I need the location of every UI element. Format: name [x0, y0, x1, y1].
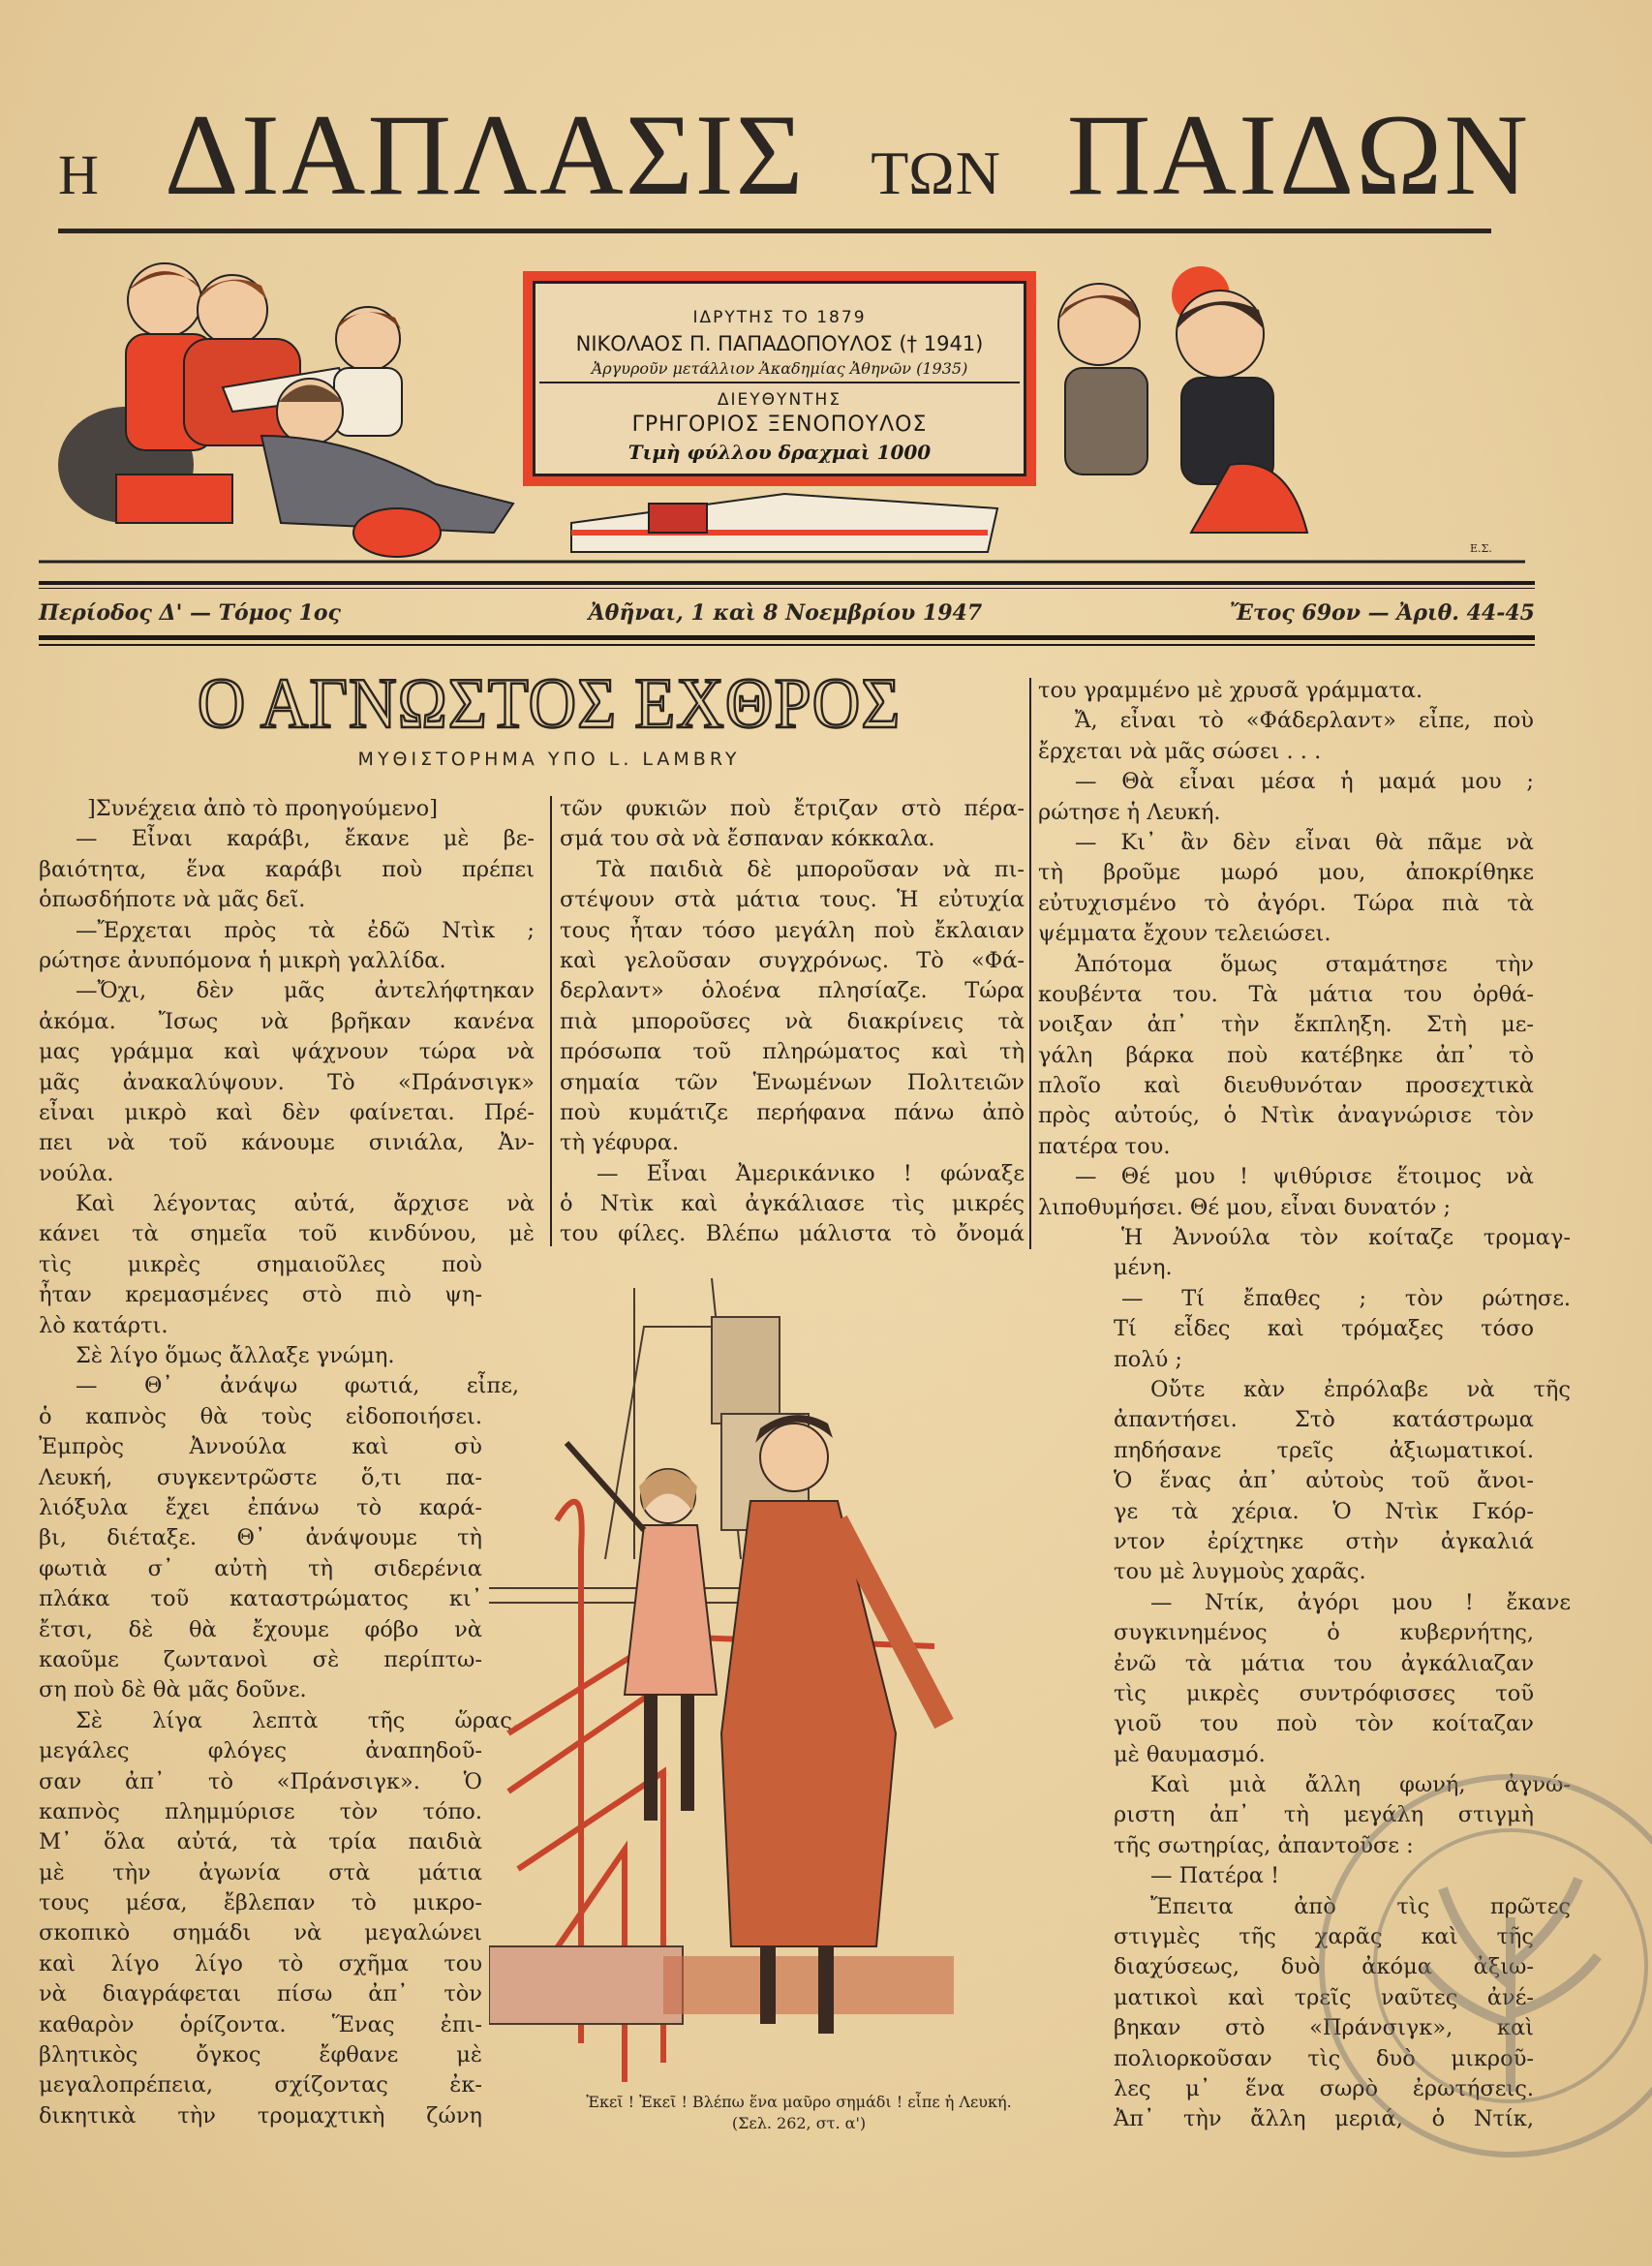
text-line: λὸ κατάρτι.	[39, 1312, 168, 1338]
illustrator-initials: Ε.Σ.	[1470, 542, 1492, 555]
text-line: καοῦμε ζωντανοὶ σὲ περίπτω-	[39, 1646, 482, 1672]
text-line: ντον ἐρίχτηκε στὴν ἀγκαλιά	[1114, 1528, 1534, 1554]
article-column-3	[1038, 676, 1571, 2135]
text-line: ἐνῶ τὰ μάτια του ἀγκάλιαζαν	[1114, 1650, 1534, 1676]
masthead-diaplasis: ΔΙΑΠΛΑΣΙΣ	[164, 90, 806, 219]
text-line: ὁ καπνὸς θὰ τοὺς εἰδοποιήσει.	[39, 1403, 482, 1429]
text-line: καπνὸς πλημμύρισε τὸν τόπο.	[39, 1798, 482, 1824]
masthead-paidon: ΠΑΙΔΩΝ	[1066, 90, 1530, 219]
text-line: του γραμμένο μὲ χρυσᾶ γράμματα.	[1038, 678, 1423, 703]
text-line: λιποθυμήσει. Θέ μου, εἶναι δυνατόν ;	[1038, 1194, 1452, 1220]
text-line: καὶ λίγο λίγο τὸ σχῆμα του	[39, 1950, 482, 1976]
text-line: Ἀπ᾽ τὴν ἄλλη μεριά, ὁ Ντίκ,	[1114, 2106, 1534, 2132]
text-line: ὁπωσδήποτε νὰ μᾶς δεῖ.	[39, 887, 306, 913]
text-line: Τί εἶδες καὶ τρόμαξες τόσο	[1114, 1316, 1534, 1342]
text-line: ἔτσι, δὲ θὰ ἔχουμε φόβο νὰ	[39, 1616, 482, 1642]
text-line: τους μέσα, ἔβλεπαν τὸ μικρο-	[39, 1890, 482, 1916]
text-line: νοιξαν ἀπ᾽ τὴν ἔκπληξη. Στὴ με-	[1038, 1012, 1534, 1038]
text-line: ἦταν κρεμασμένες στὸ πιὸ ψη-	[39, 1282, 482, 1308]
text-line: εἶναι μικρὸ καὶ δὲν φαίνεται. Πρέ-	[39, 1099, 535, 1125]
text-line: — Θὰ εἶναι μέσα ἡ μαμά μου ;	[1075, 769, 1534, 795]
text-line: πηδήσανε τρεῖς ἀξιωματικοί.	[1114, 1437, 1534, 1463]
text-line: λες μ᾽ ἕνα σωρὸ ἐρωτήσεις.	[1114, 2075, 1534, 2101]
text-line: Ἀπότομα ὅμως σταμάτησε τὴν	[1075, 951, 1534, 977]
column-divider-2	[1029, 678, 1031, 1249]
text-line: πλοῖο καὶ διευθυνόταν προσεχτικὰ	[1038, 1073, 1534, 1099]
text-line: στιγμὲς τῆς χαρᾶς καὶ τῆς	[1114, 1924, 1534, 1950]
text-line: βαιότητα, ἕνα καράβι ποὺ πρέπει	[39, 856, 535, 882]
text-line: ἔρχεται νὰ μᾶς σώσει . . .	[1038, 738, 1322, 764]
text-line: — Κι᾽ ἂν δὲν εἶναι θὰ πᾶμε νὰ	[1075, 829, 1534, 855]
text-line: Λευκή, συγκεντρῶστε ὅ,τι πα-	[39, 1464, 482, 1490]
text-line: τὶς μικρὲς συντρόφισσες τοῦ	[1114, 1680, 1534, 1706]
bottom-thin-rule	[39, 644, 1535, 646]
issue-date: Ἀθῆναι, 1 καὶ 8 Νοεμβρίου 1947	[588, 600, 983, 626]
text-line: φωτιὰ σ᾽ αὐτὴ τὴ σιδερένια	[39, 1555, 482, 1581]
text-line: μένη.	[1114, 1255, 1173, 1281]
founder-name: ΝΙΚΟΛΑΟΣ Π. ΠΑΠΑΔΟΠΟΥΛΟΣ († 1941)	[575, 332, 984, 355]
illustration-caption	[489, 2092, 1109, 2134]
text-line: διαχύσεως, δυὸ ἀκόμα ἀξιω-	[1114, 1954, 1534, 1980]
text-line: Καὶ μιὰ ἄλλη φωνή, ἀγνώ-	[1150, 1772, 1571, 1798]
caption-page-ref: (Σελ. 262, στ. α')	[731, 2114, 867, 2132]
text-line: Ἔπειτα ἀπὸ τὶς πρῶτες	[1150, 1893, 1571, 1919]
text-line: ρώτησε ἀνυπόμονα ἡ μικρὴ γαλλίδα.	[39, 947, 446, 973]
text-line: του φίλες. Βλέπω μάλιστα τὸ ὄνομά	[560, 1221, 1025, 1247]
text-line: μὲ θαυμασμό.	[1114, 1741, 1266, 1767]
text-line: Καὶ λέγοντας αὐτά, ἄρχισε νὰ	[76, 1191, 535, 1217]
text-line: ἀπαντήσει. Στὸ κατάστρωμα	[1114, 1407, 1534, 1433]
text-line: Ὁ ἕνας ἀπ᾽ αὐτοὺς τοῦ ἄνοι-	[1114, 1468, 1534, 1494]
director-label: ΔΙΕΥΘΥΝΤΗΣ	[717, 390, 842, 410]
ship-deck-illustration	[489, 1269, 1109, 2092]
bottom-double-rule	[39, 635, 1535, 640]
text-line: πιὰ μποροῦσες νὰ διακρίνεις τὰ	[560, 1008, 1025, 1034]
text-line: ριστη ἀπ᾽ τὴ μεγάλη στιγμὴ	[1114, 1802, 1534, 1828]
text-line: τους ἦταν τόσο μεγάλη ποὺ ἔκλαιαν	[560, 917, 1025, 943]
girl-figure-icon	[566, 1443, 717, 1821]
text-line: μὲ τὴν ἀγωνία στὰ μάτια	[39, 1859, 482, 1885]
dateline	[39, 597, 1535, 629]
story-title: Ο ΑΓΝΩΣΤΟΣ ΕΧΘΡΟΣ	[197, 664, 902, 744]
founder-label: ΙΔΡΥΤΗΣ ΤΟ 1879	[692, 308, 867, 327]
text-line: τὴ βροῦμε μωρό μου, ἀποκρίθηκε	[1038, 860, 1534, 886]
text-line: — Τί ἔπαθες ; τὸν ρώτησε.	[1121, 1285, 1571, 1311]
deck-plate-icon	[489, 1946, 683, 2024]
text-line: νούλα.	[39, 1160, 114, 1186]
text-line: καὶ γελοῦσαν συγχρόνως. Τὸ «Φά-	[560, 947, 1025, 973]
text-line: λιόξυλα ἔχει ἐπάνω τὸ καρά-	[39, 1494, 482, 1520]
text-line: — Ντίκ, ἀγόρι μου ! ἔκανε	[1150, 1589, 1571, 1615]
text-line: Σὲ λίγα λεπτὰ τῆς ὥρας,	[76, 1707, 519, 1733]
masthead-info-box	[523, 271, 1036, 486]
text-line: —Ὄχι, δὲν μᾶς ἀντελήφτηκαν	[76, 978, 535, 1004]
caption-quote: Ἐκεῖ ! Ἐκεῖ ! Βλέπω ἕνα μαῦρο σημάδι ! εἶπε ἡ Λευκή.	[586, 2093, 1012, 2111]
text-line: Μ᾽ ὅλα αὐτά, τὰ τρία παιδιὰ	[39, 1829, 482, 1855]
text-line: μεγάλες φλόγες ἀναπηδοῦ-	[39, 1738, 482, 1764]
text-line: — Εἶναι καράβι, ἔκανε μὲ βε-	[76, 826, 535, 852]
text-line: μεγαλοπρέπεια, σχίζοντας ἐκ-	[39, 2072, 482, 2098]
issue-price: Τιμὴ φύλλου δραχμαὶ 1000	[627, 441, 932, 464]
column-divider-1	[550, 796, 552, 1246]
text-line: Τὰ παιδιὰ δὲ μποροῦσαν νὰ πι-	[597, 856, 1025, 882]
text-line: ὁ Ντὶκ καὶ ἀγκάλιασε τὶς μικρές	[560, 1191, 1025, 1217]
masthead-article: Η	[58, 143, 99, 206]
story-subtitle: ΜΥΘΙΣΤΟΡΗΜΑ ΥΠΟ L. LAMBRY	[357, 749, 741, 770]
article-column-1	[39, 794, 535, 2131]
continuation-note: ]Συνέχεια ἀπὸ τὸ προηγούμενο]	[87, 796, 438, 821]
text-line: — Πατέρα !	[1150, 1863, 1280, 1889]
text-line: — Θ᾽ ἀνάψω φωτιά, εἶπε,	[76, 1373, 519, 1399]
director-name: ΓΡΗΓΟΡΙΟΣ ΞΕΝΟΠΟΥΛΟΣ	[631, 413, 928, 437]
text-line: ματικοὶ καὶ τρεῖς ναῦτες ἀνέ-	[1114, 1984, 1534, 2010]
text-line: δικητικὰ τὴν τρομαχτικὴ ζώνη	[39, 2102, 482, 2128]
text-line: σημαία τῶν Ἑνωμένων Πολιτειῶν	[560, 1069, 1025, 1095]
text-line: — Θέ μου ! ψιθύρισε ἕτοιμος νὰ	[1075, 1164, 1534, 1190]
masthead-underline	[58, 229, 1491, 233]
top-thin-rule	[39, 588, 1535, 589]
text-line: του μὲ λυγμοὺς χαρᾶς.	[1114, 1559, 1366, 1585]
top-double-rule	[39, 581, 1535, 585]
text-line: ἀκόμα. Ἴσως νὰ βρῆκαν κανένα	[39, 1008, 535, 1034]
text-line: τῶν φυκιῶν ποὺ ἔτριζαν στὸ πέρα-	[560, 796, 1025, 821]
text-line: Ἡ Ἀννούλα τὸν κοίταζε τρομαγ-	[1121, 1225, 1571, 1251]
text-line: γάλη βάρκα ποὺ κατέβηκε ἀπ᾽ τὸ	[1038, 1042, 1534, 1068]
text-line: ρώτησε ἡ Λευκή.	[1038, 799, 1221, 825]
text-line: κάνει τὰ σημεῖα τοῦ κινδύνου, μὲ	[39, 1221, 535, 1247]
academy-medal: Ἀργυροῦν μετάλλιον Ἀκαδημίας Ἀθηνῶν (1935)	[539, 359, 1020, 383]
text-line: πει νὰ τοῦ κάνουμε σινιάλα, Ἀν-	[39, 1130, 535, 1156]
text-line: σμά του σὰ νὰ ἔσπαναν κόκκαλα.	[560, 826, 935, 852]
text-line: πρόσωπα τοῦ πληρώματος καὶ τὴ	[560, 1039, 1025, 1065]
period-volume: Περίοδος Δ' — Τόμος 1ος	[39, 600, 341, 626]
text-line: νὰ διαγράφεται πίσω ἀπ᾽ τὸν	[39, 1981, 482, 2007]
text-line: μᾶς ἀνακαλύψουν. Τὸ «Πράνσιγκ»	[39, 1069, 535, 1095]
text-line: γε τὰ χέρια. Ὁ Ντὶκ Γκόρ-	[1114, 1498, 1534, 1524]
left-children-group-icon	[58, 263, 513, 557]
text-line: γιοῦ του ποὺ τὸν κοίταζαν	[1114, 1711, 1534, 1737]
text-line: ση ποὺ δὲ θὰ μᾶς δοῦνε.	[39, 1677, 307, 1703]
text-line: συγκινημένος ὁ κυβερνήτης,	[1114, 1620, 1534, 1646]
text-line: δερλαντ» ὁλοένα πλησίαζε. Τώρα	[560, 978, 1025, 1004]
text-line: εὐτυχισμένο τὸ ἀγόρι. Τώρα πιὰ τὰ	[1038, 890, 1534, 916]
text-line: Σὲ λίγο ὅμως ἄλλαξε γνώμη.	[76, 1343, 395, 1369]
text-line: ποὺ κυμάτιζε περήφανα πάνω ἀπὸ	[560, 1099, 1025, 1125]
text-line: πολιορκοῦσαν τὶς δυὸ μικροῦ-	[1114, 2045, 1534, 2071]
text-line: καθαρὸν ὁρίζοντα. Ἕνας ἐπι-	[39, 2011, 482, 2037]
text-line: ψέμματα ἔχουν τελειώσει.	[1038, 921, 1331, 947]
text-line: Ἄ, εἶναι τὸ «Φάδερλαντ» εἶπε, ποὺ	[1075, 708, 1534, 734]
text-line: στέψουν στὰ μάτια τους. Ἡ εὐτυχία	[560, 887, 1025, 913]
text-line: σαν ἀπ᾽ τὸ «Πράνσιγκ». Ὁ	[39, 1768, 482, 1794]
year-issue-number: Ἔτος 69ον — Ἀριθ. 44-45	[1229, 600, 1535, 626]
masthead-ton: ΤΩΝ	[871, 138, 1001, 207]
text-line: σκοπικὸ σημάδι νὰ μεγαλώνει	[39, 1920, 482, 1946]
text-line: πολύ ;	[1114, 1346, 1183, 1372]
text-line: βηκαν στὸ «Πράνσιγκ», καὶ	[1114, 2015, 1534, 2041]
text-line: — Εἶναι Ἀμερικάνικο ! φώναξε	[597, 1160, 1025, 1186]
text-line: βι, διέταξε. Θ᾽ ἀνάψουμε τὴ	[39, 1525, 482, 1551]
text-line: τὴ γέφυρα.	[560, 1130, 680, 1156]
text-line: μας γράμμα καὶ ψάχνουν τώρα νὰ	[39, 1039, 535, 1065]
text-line: Ἐμπρὸς Ἀννούλα καὶ σὺ	[39, 1434, 482, 1460]
text-line: βλητικὸς ὄγκος ἔφθανε μὲ	[39, 2042, 482, 2068]
article-column-2	[560, 794, 1025, 1250]
text-line: τὶς μικρὲς σημαιοῦλες ποὺ	[39, 1251, 482, 1277]
text-line: κουβέντα του. Τὰ μάτια του ὀρθά-	[1038, 981, 1534, 1007]
text-line: πατέρα του.	[1038, 1133, 1171, 1159]
masthead-title	[58, 90, 1530, 232]
woman-figure-icon	[721, 1415, 944, 2034]
text-line: τῆς σωτηρίας, ἀπαντοῦσε :	[1114, 1832, 1414, 1858]
text-line: πρὸς αὐτούς, ὁ Ντὶκ ἀναγνώρισε τὸν	[1038, 1103, 1534, 1129]
text-line: —Ἔρχεται πρὸς τὰ ἐδῶ Ντὶκ ;	[76, 917, 535, 943]
text-line: πλάκα τοῦ καταστρώματος κι᾽	[39, 1586, 482, 1612]
text-line: Οὔτε κὰν ἐπρόλαβε νὰ τῆς	[1150, 1376, 1571, 1402]
